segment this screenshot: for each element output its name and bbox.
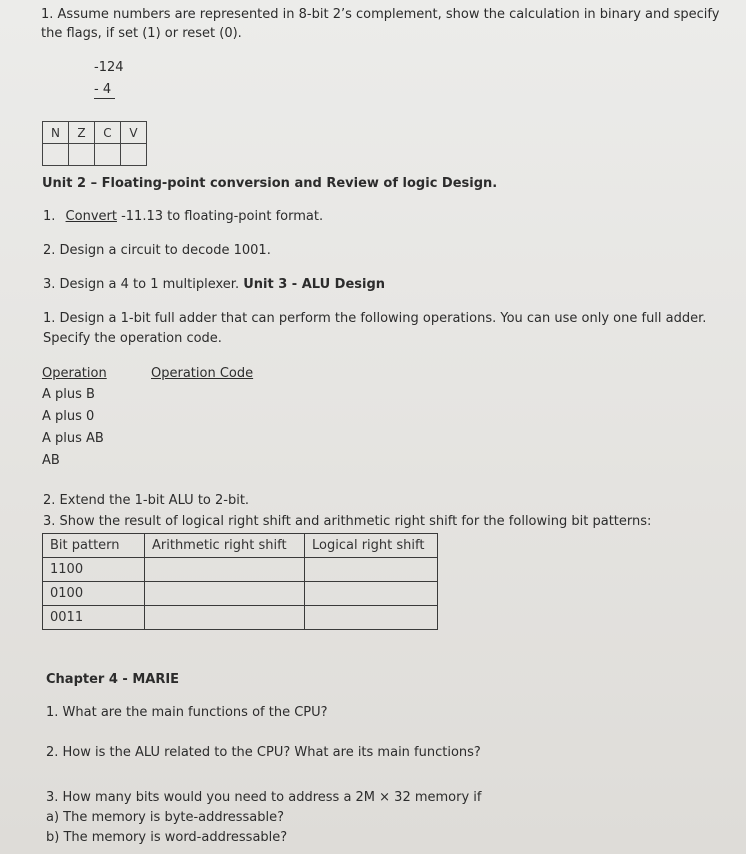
- bit-pattern-cell: 1100: [43, 558, 145, 582]
- table-row: [43, 606, 438, 630]
- operation-item: AB: [42, 453, 60, 468]
- shift-table-header-row: [43, 534, 438, 558]
- chapter4-q3b: b) The memory is word-addressable?: [46, 830, 288, 845]
- operation-code-column-header: Operation Code: [151, 366, 254, 381]
- unit2-item-3: [43, 276, 385, 293]
- bit-pattern-header: Bit pattern: [43, 534, 145, 558]
- flag-v-value[interactable]: [121, 144, 147, 166]
- flag-z-header: Z: [69, 122, 95, 144]
- unit3-q3: 3. Show the result of logical right shift and arithmetic right shift for the following bit patterns:: [43, 514, 652, 529]
- chapter4-q1: 1. What are the main functions of the CPU?: [46, 705, 328, 720]
- q1-text-line2: the flags, if set (1) or reset (0).: [41, 26, 242, 41]
- flag-v-header: V: [121, 122, 147, 144]
- flag-c-value[interactable]: [95, 144, 121, 166]
- chapter4-q3a: a) The memory is byte-addressable?: [46, 810, 284, 825]
- q1-text-line1: 1. Assume numbers are represented in 8-bit 2’s complement, show the calculation in binary and specify: [41, 7, 720, 22]
- logical-shift-header: Logical right shift: [305, 534, 438, 558]
- arithmetic-shift-cell[interactable]: [145, 606, 305, 630]
- arithmetic-shift-cell[interactable]: [145, 582, 305, 606]
- unit3-q1-line2: Specify the operation code.: [43, 331, 222, 346]
- shift-table: [42, 533, 438, 630]
- unit2-heading: Unit 2 – Floating-point conversion and Review of logic Design.: [42, 176, 498, 191]
- operand-2: - 4: [94, 81, 115, 99]
- operand-1: -124: [94, 60, 124, 75]
- unit2-item-2: 2. Design a circuit to decode 1001.: [43, 243, 271, 258]
- unit2-item-1-text: -11.13 to floating-point format.: [116, 209, 324, 224]
- flags-value-row: [43, 144, 147, 166]
- flag-c-header: C: [95, 122, 121, 144]
- arithmetic-shift-header: Arithmetic right shift: [145, 534, 305, 558]
- chapter4-heading: Chapter 4 - MARIE: [46, 672, 180, 687]
- table-row: [43, 558, 438, 582]
- bit-pattern-cell: 0011: [43, 606, 145, 630]
- unit3-heading: Unit 3 - ALU Design: [243, 277, 386, 292]
- logical-shift-cell[interactable]: [305, 582, 438, 606]
- chapter4-q3: 3. How many bits would you need to address a 2M × 32 memory if: [46, 790, 482, 805]
- operation-item: A plus AB: [42, 431, 104, 446]
- logical-shift-cell[interactable]: [305, 558, 438, 582]
- unit2-item-3-text: 3. Design a 4 to 1 multiplexer.: [43, 277, 244, 292]
- unit3-q2: 2. Extend the 1-bit ALU to 2-bit.: [43, 493, 250, 508]
- chapter4-q2: 2. How is the ALU related to the CPU? What are its main functions?: [46, 745, 481, 760]
- operation-item: A plus B: [42, 387, 95, 402]
- convert-link[interactable]: Convert: [65, 209, 117, 224]
- unit2-item-1-number: 1.: [43, 209, 56, 224]
- logical-shift-cell[interactable]: [305, 606, 438, 630]
- unit3-q1-line1: 1. Design a 1-bit full adder that can perform the following operations. You can use only one full adder.: [43, 311, 707, 326]
- flags-table: [42, 121, 147, 166]
- flags-header-row: [43, 122, 147, 144]
- flag-z-value[interactable]: [69, 144, 95, 166]
- flag-n-value[interactable]: [43, 144, 69, 166]
- arithmetic-shift-cell[interactable]: [145, 558, 305, 582]
- flag-n-header: N: [43, 122, 69, 144]
- unit2-item-1: [43, 208, 323, 225]
- operation-item: A plus 0: [42, 409, 95, 424]
- bit-pattern-cell: 0100: [43, 582, 145, 606]
- operation-column-header: Operation: [42, 366, 107, 381]
- table-row: [43, 582, 438, 606]
